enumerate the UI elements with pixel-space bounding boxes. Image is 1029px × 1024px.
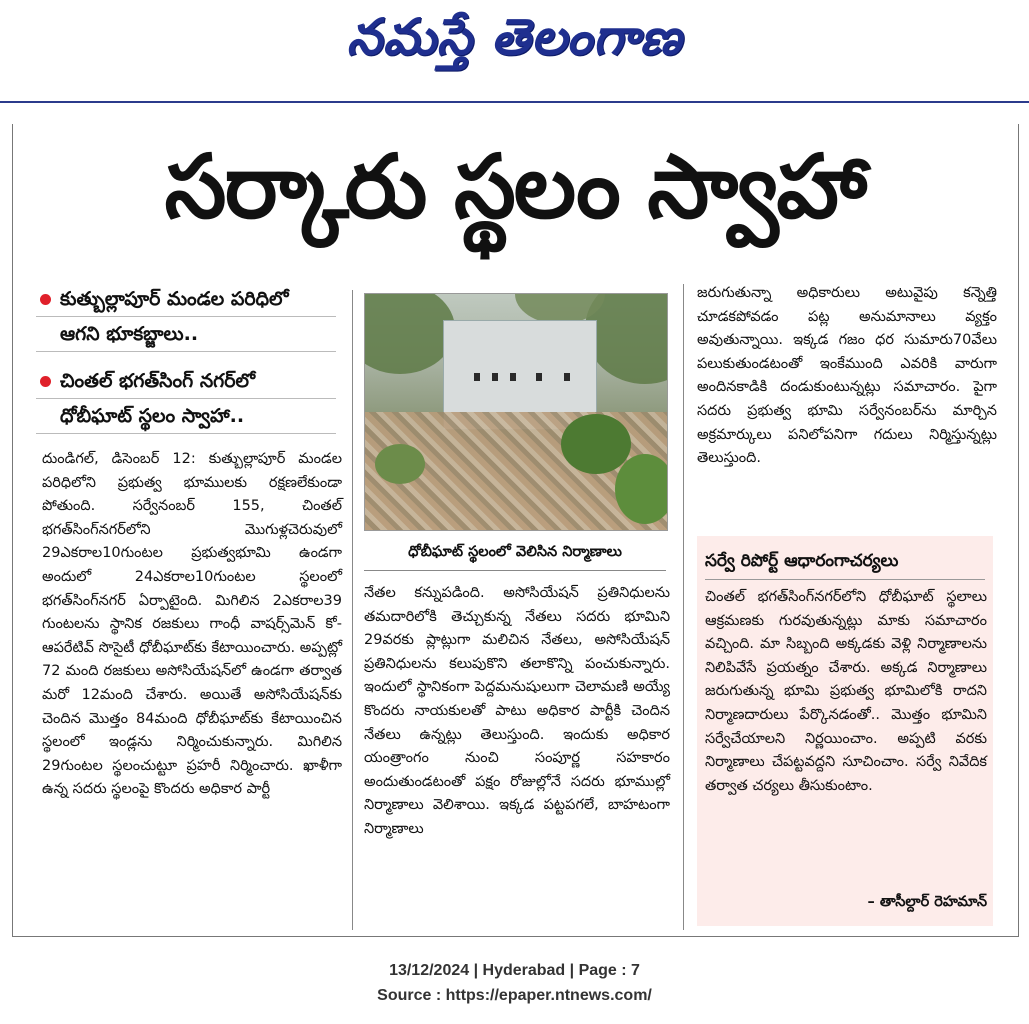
sidebar-box-text xyxy=(705,586,987,798)
headline: సర్కారు స్థలం స్వాహా xyxy=(164,135,866,238)
bullet-item xyxy=(36,282,336,352)
source-link[interactable]: Source : https://epaper.ntnews.com/ xyxy=(377,987,652,1004)
article-column-1 xyxy=(42,448,342,802)
bullet-text: కుత్బుల్లాపూర్ మండల పరిధిలో xyxy=(60,288,289,310)
article-column-2 xyxy=(364,582,670,842)
article-column-3 xyxy=(697,282,997,471)
masthead xyxy=(0,0,1029,100)
quote-attribution: – తాసీల్దార్ రెహమాన్ xyxy=(867,894,987,910)
paragraph: దుండిగల్, డిసెంబర్ 12: కుత్బుల్లాపూర్ మండల పరిధిలోని ప్రభుత్వ భూములకు రక్షణలేకుండా పోతుంది. సర్వేనంబర్ 155, చింతల్ భగత్‌సింగ్‌నగర్‌లోని మొగుళ్లచెరువులో 29ఎకరాల10గుంటల ప్రభుత్వభూమి ఉండగా అందులో 24ఎకరాల10గుంటల స్థలంలో భగత్‌సింగ్‌నగర్ ఏర్పాటైంది. మిగిలిన 2ఎకరాల39 గుంటలను స్థానిక రజకులు గాంధీ వాషర్స్‌మెన్ కో-ఆపరేటివ్ సొసైటీ ధోబీఘాట్‌కు కేటాయించారు. అప్పట్లో 72 మంది రజకులు అసోసియేషన్‌లో ఉండగా తర్వాత మరో 12మంది చేశారు. అయితే అసోసియేషన్‌కు చెందిన మొత్తం 84మంది ధోబీఘాట్‌కు కేటాయించిన స్థలంలో ఇండ్లను నిర్మించుకున్నారు. మిగిలిన 29గుంటల స్థలంచుట్టూ ప్రహరీ నిర్మించారు. ఖాళీగా ఉన్న సదరు స్థలంపై కొందరు అధికార పార్టీ xyxy=(42,451,342,798)
edition-info: 13/12/2024 | Hyderabad | Page : 7 xyxy=(389,962,640,979)
newspaper-logo: నమస్తే తెలంగాణ xyxy=(346,8,683,66)
article-photo xyxy=(364,293,668,531)
bullet-dot-icon xyxy=(40,376,51,387)
bullet-text: ఆగని భూకబ్జాలు.. xyxy=(60,323,199,345)
bullet-item xyxy=(36,364,336,434)
sidebar-box-title: సర్వే రిపోర్ట్ ఆధారంగాచర్యలు xyxy=(705,545,985,580)
masthead-divider xyxy=(0,101,1029,103)
bullet-text: చింతల్ భగత్‌సింగ్ నగర్‌లో xyxy=(60,370,256,392)
bullet-dot-icon xyxy=(40,294,51,305)
paragraph: చింతల్ భగత్‌సింగ్‌నగర్‌లోని ధోబీఘాట్ స్థలాలు ఆక్రమణకు గురవుతున్నట్లు మాకు సమాచారం వచ్చింది. మా సిబ్బంది అక్కడకు వెళ్లి నిర్మాణాలను నిలిపివేసే ప్రయత్నం చేశారు. అక్కడ నిర్మాణాలు జరుగుతున్న భూమి ప్రభుత్వ భూమిలోకి రాదని నిర్మాణదారులు పేర్కొనడంతో.. మొత్తం భూమిని సర్వేచేయాలని నిర్ణయించాం. అప్పటి వరకు నిర్మాణాలు చేపట్టవద్దని సూచించాం. సర్వే నివేదిక తర్వాత చర్యలు తీసుకుంటాం. xyxy=(705,589,987,794)
column-divider xyxy=(683,284,684,930)
paragraph: నేతల కన్నుపడింది. అసోసియేషన్ ప్రతినిధులను తమదారిలోకి తెచ్చుకున్న నేతలు సదరు భూమిని 29వరకు ప్లాట్లుగా మలిచిన నేతలు, అసోసియేషన్ ప్రతినిధులను కలుపుకొని తలాకొన్ని పంచుకున్నారు. ఇందులో స్థానికంగా పెద్దమనుషులుగా చెలామణి అయ్యే కొందరు నాయకులతో పాటు అధికార పార్టీకి చెందిన నేతలు ఉన్నట్లు తెలుస్తుంది. ఇందుకు అధికార యంత్రాంగం నుంచి సంపూర్ణ సహకారం అందుతుండటంతో పక్షం రోజుల్లోనే సదరు భూముల్లో నిర్మాణాలు వెలిశాయి. ఇక్కడ పట్టపగలే, బాహటంగా నిర్మాణాలు xyxy=(364,585,670,837)
bullet-text: ధోబీఘాట్ స్థలం స్వాహా.. xyxy=(60,405,245,427)
column-divider xyxy=(352,290,353,930)
summary-bullets xyxy=(36,282,336,446)
page-footer xyxy=(0,958,1029,1008)
paragraph: జరుగుతున్నా అధికారులు అటువైపు కన్నెత్తి చూడకపోవడం పట్ల అనుమానాలు వ్యక్తం అవుతున్నాయి. ఇక్కడ గజం ధర సుమారు70వేలు పలుకుతుండటంతో ఇంకేముంది ఎవరికి వారుగా అందినకాడికి దండుకుంటున్నట్లు సమాచారం. పైగా సదరు ప్రభుత్వ భూమి సర్వేనంబర్‌ను మార్చిన అక్రమార్కులు పనిలోపనిగా గదులు నిర్మిస్తున్నట్లు తెలుస్తుంది. xyxy=(697,285,997,467)
photo-caption: ధోబీఘాట్ స్థలంలో వెలిసిన నిర్మాణాలు xyxy=(364,536,666,571)
